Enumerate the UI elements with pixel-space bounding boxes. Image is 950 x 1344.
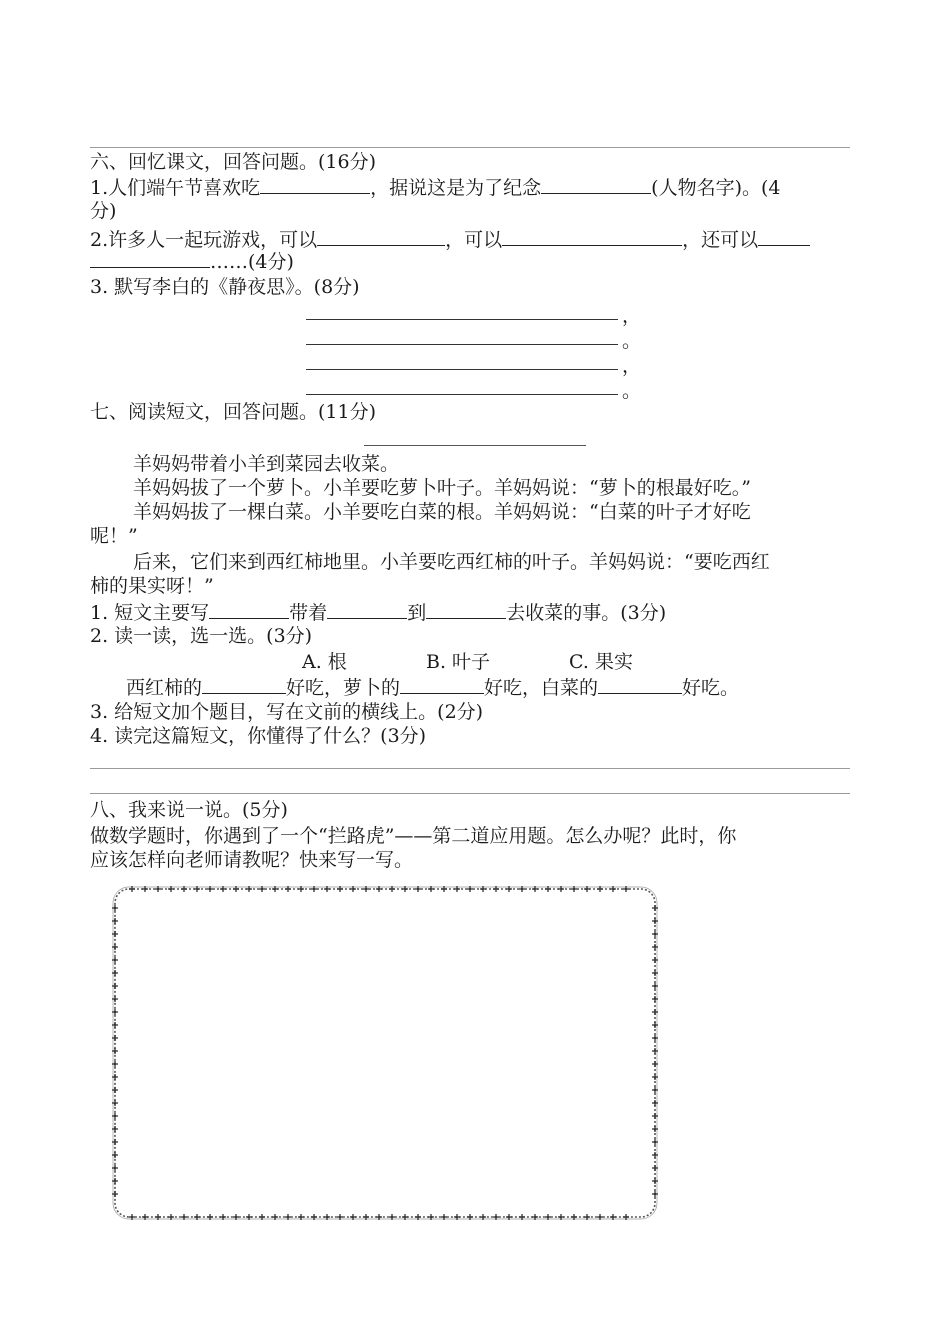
fill-blank-tomato[interactable] <box>202 675 286 694</box>
passage-p3a: 羊妈妈拔了一棵白菜。小羊要吃白菜的根。羊妈妈说：“白菜的叶子才好吃 <box>133 501 751 523</box>
q2-blank-3a[interactable] <box>758 227 810 246</box>
q2-text-d: ……(4分) <box>210 251 294 273</box>
section8-prompt-2: 应该怎样向老师请教呢？快来写一写。 <box>90 849 414 871</box>
section7-fill: 西红柿的 好吃，萝卜的 好吃，白菜的 好吃。 <box>126 677 740 699</box>
q1-text-b: ，据说这是为了纪念 <box>370 177 542 199</box>
passage-p4b: 柿的果实呀！” <box>90 575 214 597</box>
section6-q1-line2: 分) <box>90 200 117 222</box>
section6-q3: 3. 默写李白的《静夜思》。(8分) <box>90 276 360 298</box>
passage-p1: 羊妈妈带着小羊到菜园去收菜。 <box>133 453 400 475</box>
section8-title: 八、我来说一说。(5分) <box>90 799 288 821</box>
q2-text-a: 2.许多人一起玩游戏，可以 <box>90 229 318 251</box>
section7-q4: 4. 读完这篇短文，你懂得了什么？(3分) <box>90 725 427 747</box>
q1-blank-food[interactable] <box>260 175 370 194</box>
section7-title: 七、阅读短文，回答问题。(11分) <box>90 401 377 423</box>
option-c: C. 果实 <box>569 651 633 673</box>
fill-blank-cabbage[interactable] <box>598 675 682 694</box>
q2-blank-3b[interactable] <box>90 249 210 268</box>
section7-q1: 1. 短文主要写 带着 到 去收菜的事。(3分) <box>90 602 667 624</box>
q2-text-c: ，还可以 <box>682 229 759 251</box>
s7-q1-blank-1[interactable] <box>209 600 289 619</box>
section6-q2-line2 <box>90 249 294 274</box>
answer-line-1[interactable] <box>90 768 850 769</box>
passage-title-blank[interactable] <box>364 445 586 446</box>
writing-frame[interactable] <box>112 886 658 1220</box>
q2-blank-2[interactable] <box>502 227 682 246</box>
q1-text-a: 1.人们端午节喜欢吃 <box>90 177 261 199</box>
q1-blank-person[interactable] <box>541 175 651 194</box>
section6-q1-line1 <box>90 175 780 200</box>
q2-text-b: ，可以 <box>445 229 503 251</box>
s7-q1-blank-2[interactable] <box>327 600 407 619</box>
top-divider <box>90 147 850 148</box>
section7-q3: 3. 给短文加个题目，写在文前的横线上。(2分) <box>90 701 484 723</box>
section6-title: 六、回忆课文，回答问题。(16分) <box>90 151 377 173</box>
passage-p3b: 呢！” <box>90 525 138 547</box>
option-a: A. 根 <box>302 651 347 673</box>
section8-prompt-1: 做数学题时，你遇到了一个“拦路虎”——第二道应用题。怎么办呢？此时，你 <box>90 825 737 847</box>
fill-blank-radish[interactable] <box>400 675 484 694</box>
answer-line-2[interactable] <box>90 793 850 794</box>
passage-p4a: 后来，它们来到西红柿地里。小羊要吃西红柿的叶子。羊妈妈说：“要吃西红 <box>133 551 770 573</box>
q2-blank-1[interactable] <box>317 227 445 246</box>
section7-q2: 2. 读一读，选一选。(3分) <box>90 625 313 647</box>
option-b: B. 叶子 <box>426 651 491 673</box>
q1-text-c: (人物名字)。(4 <box>651 177 781 199</box>
passage-p2: 羊妈妈拔了一个萝卜。小羊要吃萝卜叶子。羊妈妈说：“萝卜的根最好吃。” <box>133 477 751 499</box>
s7-q1-blank-3[interactable] <box>426 600 506 619</box>
